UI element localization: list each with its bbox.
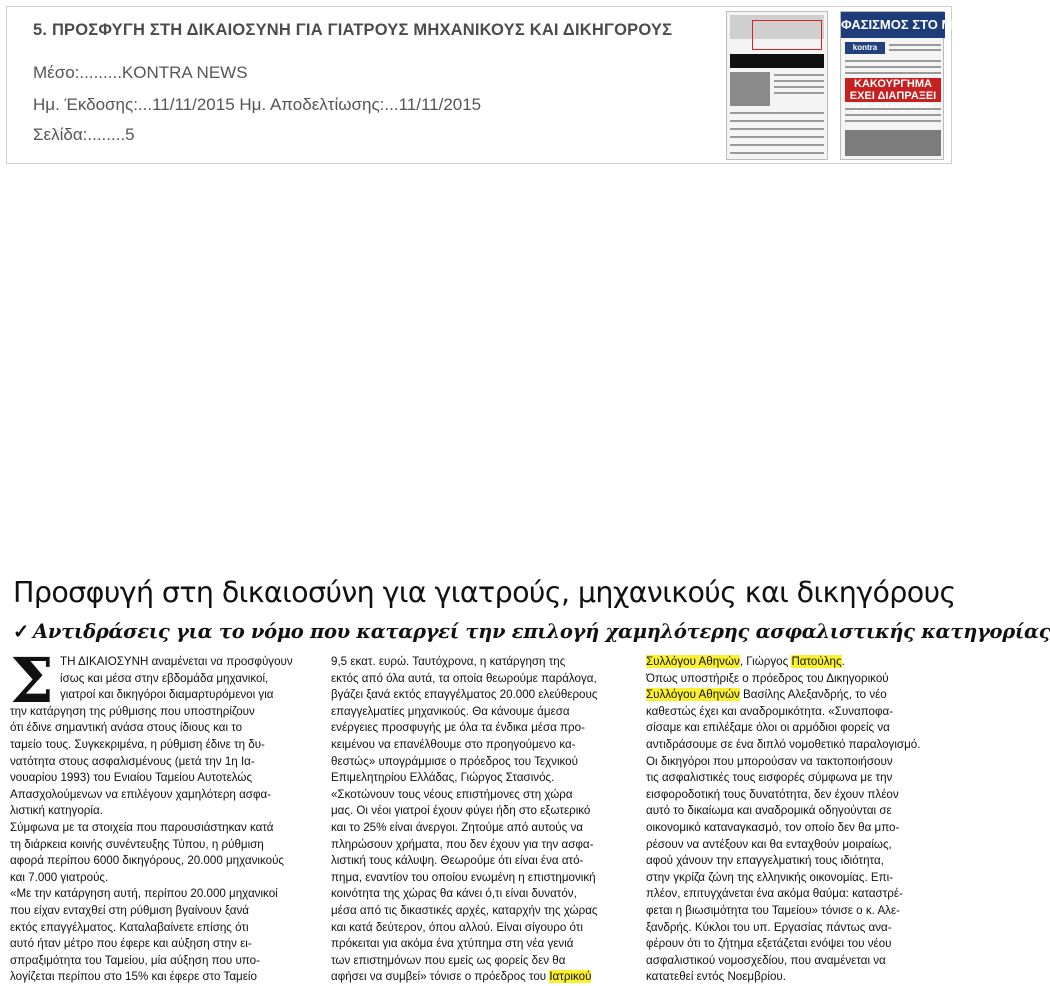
column-line: «Με την κατάργηση αυτή, περίπου 20.000 μηχανικοί (10, 887, 278, 901)
thumbnail-text-line (889, 49, 941, 51)
column-line: γιατροί και δικηγόροι διαμαρτυρόμενοι για (60, 688, 274, 702)
column-line: ίσως και μέσα στην εβδομάδα μηχανικοί, (60, 671, 269, 685)
column-line: Όπως υποστήριξε ο πρόεδρος του Δικηγορικού (646, 671, 889, 685)
column-line: αφού χάνουν την επαγγελματική τους ιδιότητα, (646, 854, 884, 868)
column-text: Βασίλης Αλεξανδρής, το νέο (739, 688, 887, 702)
thumbnail-text-line (889, 44, 941, 46)
column-line: την κατάργηση της ρύθμισης που υποστηρίζουν (10, 704, 255, 718)
column-line: ενέργειες προσφυγής με όλα τα ένδικα μέσα προ- (331, 721, 585, 735)
thumbnail-text-line (730, 144, 824, 146)
column-line: τη διάρκεια κοινής συνέντευξης Τύπου, η ρύθμιση (10, 837, 264, 851)
column-line: σίσαμε και επιλέξαμε όλοι οι αρμόδιοι φορείς να (646, 721, 890, 735)
thumbnail-text-line (730, 152, 824, 154)
column-line: πλέον, επιτυγχάνεται ένα ακόμα θαύμα: καταστρέ- (646, 887, 903, 901)
column-line: θεστώς» υπογράμμισε ο πρόεδρος του Τεχνικού (331, 754, 578, 768)
article-location-marker (752, 20, 822, 50)
column-line: φεται η βιωσιμότητα του Ταμείου» τόνισε ο κ. Αλε- (646, 903, 901, 917)
column-line: φέρουν ότι το ζήτημα εξετάζεται ενόψει του νέου (646, 937, 892, 951)
column-line: σπραξιμότητα του Ταμείου, μία αύξηση που υπο- (10, 953, 260, 967)
front-page-thumbnail[interactable] (840, 11, 981, 160)
highlighted-text: Ιατρικού (549, 970, 592, 984)
thumbnail-text-line (845, 72, 941, 74)
column-line: Απασχολούμενων να επιλέγουν χαμηλότερη ασφα- (10, 787, 272, 801)
column-line: Σύμφωνα με τα στοιχεία που παρουσιάστηκαν κατά (10, 820, 274, 834)
column-line: βγάζει ξανά εκτός επαγγέλματος 20.000 ελεύθερους (331, 688, 598, 702)
column-line: επαγγελματίες μηχανικούς. Θα κάνουμε άμεσα (331, 704, 570, 718)
thumbnail-text-line (845, 60, 941, 62)
column-text: αφήσει να συμβεί» τόνισε ο πρόεδρος του (331, 970, 550, 984)
column-line: και το 25% είναι άνεργοι. Ζητούμε από αυτούς να (331, 820, 583, 834)
column-line: λιστική κατηγορία. (10, 804, 103, 818)
thumbnail-text-line (730, 128, 824, 130)
column-line: ρέσουν να αντέξουν και θα ενταχθούν μοιραίως, (646, 837, 892, 851)
column-line: οικονομικό καταναγκασμό, τον οποίο δεν θα μπο- (646, 820, 900, 834)
thumbnail-text-line (845, 66, 941, 68)
column-text: . (841, 655, 845, 668)
column-line: εκτός από όλα αυτά, τα οποία θεωρούμε παράλογα, (331, 671, 597, 685)
column-line: ταμείο τους. Συγκεκριμένα, η ρύθμιση έδινε τη δυ- (10, 737, 265, 751)
thumbnail-red-headline: ΚΑΚΟΥΡΓΗΜΑ ΕΧΕΙ ΔΙΑΠΡΑΞΕΙ (845, 78, 941, 102)
highlighted-text: Συλλόγου Αθηνών (646, 655, 740, 668)
clipping-title: 5. ΠΡΟΣΦΥΓΗ ΣΤΗ ΔΙΚΑΙΟΣΥΝΗ ΓΙΑ ΓΙΑΤΡΟΥΣ ΜΗΧΑΝΙΚΟΥΣ ΚΑΙ ΔΙΚΗΓΟΡΟΥΣ (33, 21, 673, 39)
check-icon: ✓ (13, 620, 30, 643)
article-clipping (0, 576, 1050, 984)
page-line: Σελίδα:........5 (33, 125, 135, 144)
column-line: κοινότητα της χώρας θα κάνει ό,τι είναι δυνατόν, (331, 887, 577, 901)
thumbnail-text-line (730, 136, 824, 138)
column-line: εκτός επαγγέλματος. Καταλαβαίνετε επίσης ότι (10, 920, 249, 934)
column-line: των επιστημόνων που εμείς ως φορείς δεν θα (331, 953, 566, 967)
thumbnail-photo (730, 72, 770, 106)
column-line: τις ασφαλιστικές τους εισφορές σύμφωνα με την (646, 771, 893, 785)
column-line: και 7.000 γιατρούς. (10, 870, 109, 884)
thumbnail-headline-band (730, 54, 824, 68)
article-headline: Προσφυγή στη δικαιοσύνη για γιατρούς, μηχανικούς και δικηγόρους (13, 576, 956, 609)
article-column-2 (331, 654, 637, 986)
column-line: 9,5 εκατ. ευρώ. Ταυτόχρονα, η κατάργηση της (331, 655, 566, 668)
column-line (646, 654, 950, 671)
thumbnail-text-line (774, 80, 824, 82)
thumbnail-text-line (730, 112, 824, 114)
column-line: μέσα από τις δικαστικές αρχές, καταρχήν της χώρας (331, 903, 598, 917)
column-line: νουαρίου 1993) του Ενιαίου Ταμείου Αυτοτελώς (10, 771, 253, 785)
column-line: πρόκειται για ακόμα ένα χτύπημα στη νέα γενιά (331, 937, 574, 951)
column-line: στην γκρίζα ζώνη της ελληνικής οικονομίας. Επι- (646, 870, 894, 884)
column-line: κατατεθεί εντός Νοεμβρίου. (646, 970, 786, 984)
column-line: Οι δικηγόροι που μπορούσαν να τακτοποιήσουν (646, 754, 893, 768)
column-line: ότι έδινε σημαντική ανάσα στους ίδιους και το (10, 721, 243, 735)
column-line: νατότητα στους ασφαλισμένους (μετά την 1η Ια- (10, 754, 255, 768)
thumbnail-text-line (845, 114, 941, 116)
column-line: Επιμελητηρίου Ελλάδας, Γιώργος Στασινός. (331, 771, 555, 785)
column-line: «Σκοτώνουν τους νέους επιστήμονες στη χώρα (331, 787, 573, 801)
column-line: πημα, εναντίον του οποίου ενωμένη η επιστημονική (331, 870, 596, 884)
highlighted-text: Πατούλης (791, 655, 842, 668)
thumbnail-photo (845, 130, 941, 156)
thumbnail-text-line (774, 86, 824, 88)
thumbnail-text-line (845, 108, 941, 110)
source-line: Μέσο:.........KONTRA NEWS (33, 63, 248, 82)
highlighted-text: Συλλόγου Αθηνών (646, 688, 740, 702)
column-line (646, 687, 950, 704)
column-line: και κατά δεύτερον, όπου αλλού. Είναι σίγουρο ότι (331, 920, 583, 934)
thumbnail-text-line (845, 120, 941, 122)
thumbnail-text-line (774, 74, 824, 76)
column-line: κειμένου να επανέλθουμε στο προηγούμενο κα- (331, 737, 576, 751)
column-line: μας. Οι νέοι γιατροί έχουν φύγει ήδη στο εξωτερικό (331, 804, 591, 818)
column-line: που είχαν ενταχθεί στη ρύθμιση βγαίνουν ξανά (10, 903, 249, 917)
subheadline-text: Αντιδράσεις για το νόμο που καταργεί την επιλογή χαμηλότερης ασφαλιστικής κατηγορίας (33, 620, 1050, 643)
column-line: αυτό ήταν μέτρο που έφερε και αύξηση στην ει- (10, 937, 252, 951)
article-column-3 (646, 654, 950, 986)
column-line: ξανδρής. Κύκλοι του υπ. Εργασίας πάντως ανα- (646, 920, 892, 934)
drop-cap: Σ (10, 644, 54, 717)
column-line: λογίζεται περίπου στο 15% και έφερε στο Ταμείο (10, 970, 257, 984)
column-text: , Γιώργος (739, 655, 792, 668)
thumbnail-text-line (730, 120, 824, 122)
column-line: αντιδράσουμε σε ένα διπλό νομοθετικό παραλογισμό. (646, 737, 921, 751)
thumbnail-text-line (774, 92, 824, 94)
column-line: αφορά περίπου 6000 δικηγόρους, 20.000 μηχανικούς (10, 854, 285, 868)
column-line: λιστική τους κάλυψη. Θεωρούμε ότι είναι ένα ατό- (331, 854, 584, 868)
clipping-header (6, 6, 981, 164)
dates-line: Ημ. Έκδοσης:...11/11/2015 Ημ. Αποδελτίωσης:...11/11/2015 (33, 95, 482, 114)
kontra-logo: kontra (845, 42, 885, 54)
newspaper-page-thumbnail[interactable] (726, 11, 828, 160)
column-line: καθεστώς έχει και αναδρομικότητα. «Συναποφα- (646, 704, 894, 718)
column-line: ασφαλιστικού νομοσχεδίου, που αναμένεται να (646, 953, 886, 967)
column-line: ΤΗ ΔΙΚΑΙΟΣΥΝΗ αναμένεται να προσφύγουν (60, 655, 293, 668)
column-line: πληρώσουν χρήματα, που δεν έχουν για την ασφα- (331, 837, 594, 851)
thumbnail-top-banner: ΦΑΣΙΣΜΟΣ ΣΤΟ MEGA (841, 12, 945, 38)
article-subheadline (13, 620, 1050, 643)
column-line (331, 969, 637, 986)
article-column-1 (10, 644, 326, 986)
column-line: αυτό το δικαίωμα και αναδρομικά οδηγούνται σε (646, 804, 892, 818)
column-line: εισφοροδοτική τους δυνατότητα, δεν έχουν πλέον (646, 787, 899, 801)
